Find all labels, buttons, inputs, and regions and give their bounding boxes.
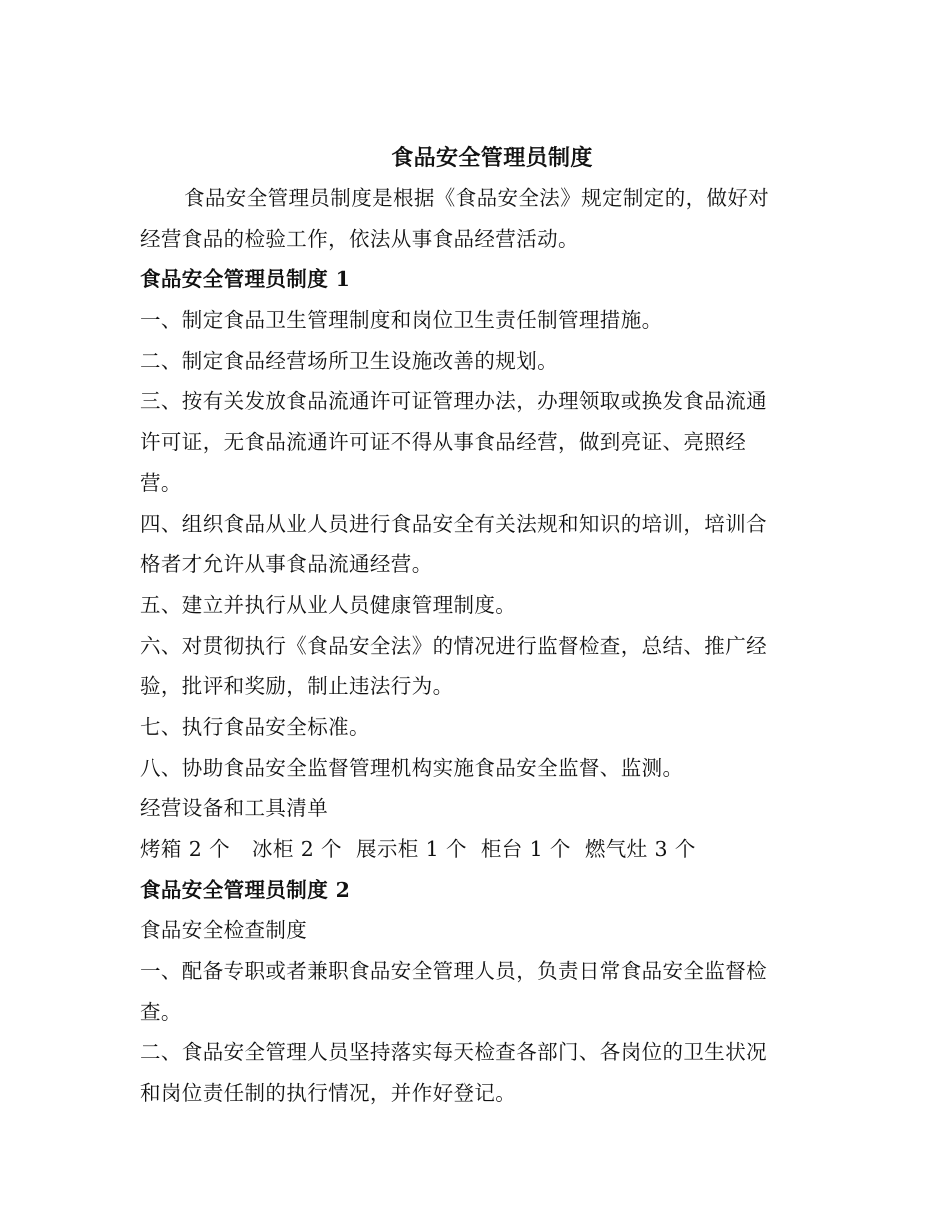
section-2-subheading: 食品安全检查制度	[140, 918, 308, 943]
equipment-item: 柜台 1 个	[480, 837, 571, 861]
section-2-line: 查。	[140, 999, 182, 1024]
equipment-list	[140, 829, 800, 870]
section-1-line: 二、制定食品经营场所卫生设施改善的规划。	[140, 348, 558, 373]
section-1-line: 营。	[140, 470, 182, 495]
section-1-line: 四、组织食品从业人员进行食品安全有关法规和知识的培训，培训合	[140, 511, 767, 536]
section-1-line: 格者才允许从事食品流通经营。	[140, 552, 433, 577]
document-page	[140, 138, 800, 1114]
equipment-item: 烤箱 2 个	[140, 837, 230, 861]
section-1-line: 一、制定食品卫生管理制度和岗位卫生责任制管理措施。	[140, 308, 663, 333]
section-1-line: 八、协助食品安全监督管理机构实施食品安全监督、监测。	[140, 755, 684, 780]
section-1-heading: 食品安全管理员制度 1	[140, 267, 351, 292]
section-1-line: 验，批评和奖励，制止违法行为。	[140, 674, 454, 699]
equipment-label: 经营设备和工具清单	[140, 796, 329, 821]
intro-line-2: 经营食品的检验工作，依法从事食品经营活动。	[140, 226, 579, 251]
section-1-line: 七、执行食品安全标准。	[140, 714, 370, 739]
equipment-item: 冰柜 2 个	[251, 837, 342, 861]
equipment-item: 燃气灶 3 个	[584, 837, 696, 861]
section-1-line: 五、建立并执行从业人员健康管理制度。	[140, 592, 517, 617]
section-1-line: 六、对贯彻执行《食品安全法》的情况进行监督检查，总结、推广经	[140, 633, 767, 658]
document-title: 食品安全管理员制度	[391, 145, 593, 171]
section-1-line: 三、按有关发放食品流通许可证管理办法，办理领取或换发食品流通	[140, 389, 767, 414]
section-2-line: 和岗位责任制的执行情况，并作好登记。	[140, 1081, 517, 1106]
section-2-line: 二、食品安全管理人员坚持落实每天检查各部门、各岗位的卫生状况	[140, 1040, 767, 1065]
intro-line-1: 食品安全管理员制度是根据《食品安全法》规定制定的，做好对	[184, 186, 770, 210]
section-2-heading: 食品安全管理员制度 2	[140, 877, 351, 902]
section-1-line: 许可证，无食品流通许可证不得从事食品经营，做到亮证、亮照经	[140, 430, 747, 455]
section-2-line: 一、配备专职或者兼职食品安全管理人员，负责日常食品安全监督检	[140, 959, 767, 984]
equipment-item: 展示柜 1 个	[355, 837, 467, 861]
